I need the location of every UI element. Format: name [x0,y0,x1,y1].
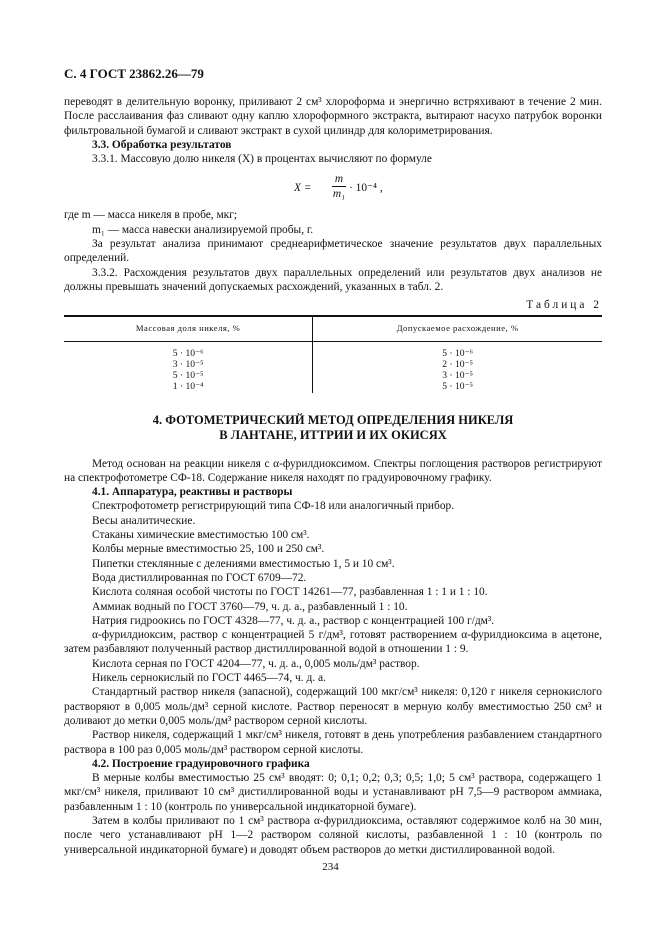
formula-denominator: m₁ [332,188,346,201]
section-4-1-title: 4.1. Аппаратура, реактивы и растворы [92,486,293,499]
table-caption: Таблица 2 [526,299,602,312]
table-cell: 5 · 10⁻⁵ [442,380,473,392]
table-header-tolerance: Допускаемое расхождение, % [313,316,602,342]
list-item: Спектрофотометр регистрирующий типа СФ-18 или аналогичный прибор. [92,500,455,513]
list-item: Колбы мерные вместимостью 25, 100 и 250 см³. [92,543,325,556]
list-item: Стаканы химические вместимостью 100 см³. [92,529,310,542]
table-cell: 3 · 10⁻⁵ [172,358,204,370]
table-header-mass-fraction: Массовая доля никеля, % [64,316,313,342]
furildioxime-paragraph: α-фурилдиоксим, раствор с концентрацией 5 г/дм³, готовят растворением α-фурилдиоксима в ацетоне, затем разбавляют полученный раствор дистиллированной водой в отношении 1 : 9. [64,629,602,656]
list-item: Вода дистиллированная по ГОСТ 6709—72. [92,571,307,584]
formula-numerator: m [334,173,344,186]
table-cell: 2 · 10⁻⁵ [442,358,473,370]
section-3-3-title: 3.3. Обработка результатов [92,138,232,151]
list-item: Пипетки стеклянные с делениями вместимостью 1, 5 и 10 см³. [92,557,395,570]
nickel-solution-paragraph: Раствор никеля, содержащий 1 мкг/см³ никеля, готовят в день употребления разбавлением стандартного раствора в 100 раз 0,005 моль/дм³ раствором серной кислоты. [64,729,602,756]
section-4-title-line1: 4. ФОТОМЕТРИЧЕСКИЙ МЕТОД ОПРЕДЕЛЕНИЯ НИКЕЛЯ [152,412,514,427]
table-cell: 1 · 10⁻⁴ [172,380,204,392]
section-3-3-1-text: 3.3.1. Массовую долю никеля (X) в процентах вычисляют по формуле [92,153,432,166]
formula-rest: · 10⁻⁴ , [349,182,383,195]
result-paragraph: За результат анализа принимают среднеарифметическое значение результатов двух параллельных определений. [64,238,602,265]
page-number: 234 [322,861,339,873]
table-cell: 5 · 10⁻⁶ [172,347,204,359]
table-cell: 5 · 10⁻⁶ [442,347,473,359]
list-item: Кислота соляная особой чистоты по ГОСТ 14261—77, разбавленная 1 : 1 и 1 : 10. [92,586,488,599]
section-4-2-title: 4.2. Построение градуировочного графика [92,757,310,770]
formula-lhs: X = [294,182,312,195]
section-3-3-2-text: 3.3.2. Расхождения результатов двух параллельных определений или результатов двух анализов не должны превышать значений допускаемых расхождений, указанных в табл. 2. [64,266,602,293]
section-4-2-paragraph-2: Затем в колбы приливают по 1 см³ раствора α-фурилдиоксима, оставляют содержимое колб на 30 мин, после чего устанавливают pH 1—2 раствором соляной кислоты, разбавленной 1 : 10 (контроль по универсальной индикаторной бумаге) и доводят объем растворов до метки дистиллированной водой. [64,814,602,856]
intro-paragraph: переводят в делительную воронку, приливают 2 см³ хлороформа и энергично встряхивают в течение 2 мин. После расслаивания фаз сливают одну каплю хлороформного экстракта, вытирают насухо патрубок воронки фильтровальной бумагой и сливают экстракт в сухой цилиндр для колориметрирования. [64,96,602,137]
formula [64,172,602,202]
list-item: Весы аналитические. [92,514,196,527]
where-m1: m₁ — масса навески анализируемой пробы, г. [92,223,314,236]
page-header: С. 4 ГОСТ 23862.26—79 [64,66,204,81]
table-col-mass-fraction [64,341,313,393]
table-col-tolerance [313,341,602,393]
table-cell: 5 · 10⁻⁵ [172,369,204,381]
formula-fraction [332,172,346,201]
table-2 [64,315,602,393]
list-item: Аммиак водный по ГОСТ 3760—79, ч. д. а., разбавленный 1 : 10. [92,600,408,613]
section-4-title [64,413,602,443]
method-paragraph: Метод основан на реакции никеля с α-фурилдиоксимом. Спектры поглощения растворов регистрируют на спектрофотометре СФ-18. Содержание никеля находят по градуировочному графику. [64,457,602,484]
nickel-sulfate-paragraph: Никель сернокислый по ГОСТ 4465—74, ч. д. а. [92,672,326,685]
standard-solution-paragraph: Стандартный раствор никеля (запасной), содержащий 100 мкг/см³ никеля: 0,120 г никеля сернокислого растворяют в 0,005 моль/дм³ серной кислоте. Раствор переносят в мерную колбу вместимостью 250 см³ и доливают до метки 0,005 моль/дм³ раствором серной кислоты. [64,686,602,727]
list-item: Натрия гидроокись по ГОСТ 4328—77, ч. д. а., раствор с концентрацией 100 г/дм³. [92,614,495,627]
sulfuric-acid-paragraph: Кислота серная по ГОСТ 4204—77, ч. д. а., 0,005 моль/дм³ раствор. [92,657,420,670]
where-m: где m — масса никеля в пробе, мкг; [64,209,238,222]
section-4-2-paragraph-1: В мерные колбы вместимостью 25 см³ вводят: 0; 0,1; 0,2; 0,3; 0,5; 1,0; 5 см³ раствора, содержащего 1 мкг/см³ никеля, приливают 10 см³ дистиллированной воды и устанавливают pH 7,5—9 раствором аммиака, разбавленным 1 : 10 (контроль по универсальной индикаторной бумаге). [64,772,602,813]
table-cell: 3 · 10⁻⁵ [442,369,473,381]
document-body [64,95,602,857]
section-4-title-line2: В ЛАНТАНЕ, ИТТРИИ И ИХ ОКИСЯХ [219,427,447,442]
